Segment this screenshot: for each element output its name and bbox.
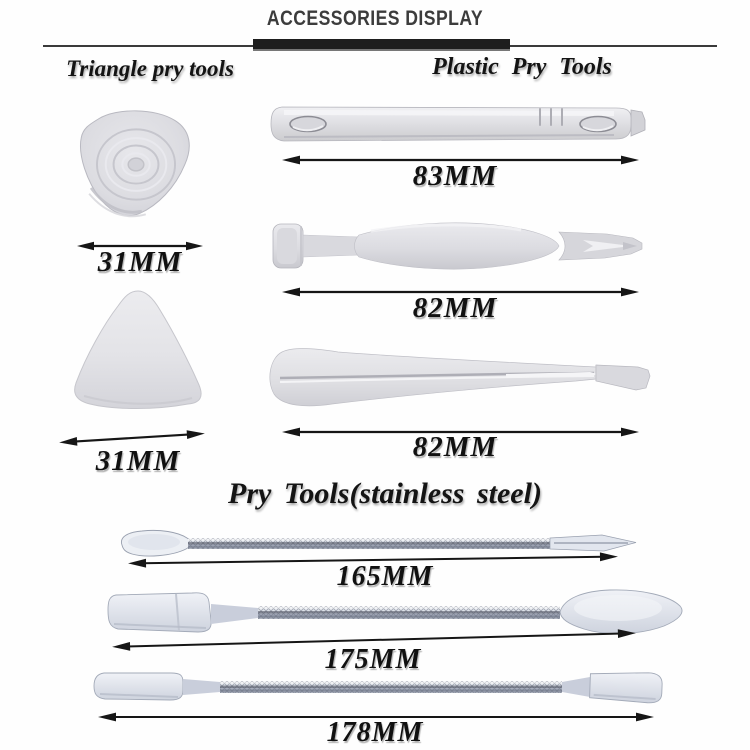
plastic-section-heading: Plastic Pry Tools [432,54,612,80]
plastic1-size-label: 83MM [412,160,498,192]
metal-spudger-double-paddle-icon [92,666,664,706]
triangle2-size-label: 31MM [95,445,181,477]
triangle1-size-label: 31MM [97,246,183,278]
ribbed-triangle-pick-icon [64,104,209,226]
flat-bar-pry-tool-icon [268,98,648,150]
triangle-section-heading: Triangle pry tools [66,56,234,81]
steel2-size-label: 175MM [324,644,422,675]
page-title: ACCESSORIES DISPLAY [266,7,484,30]
steel-section-heading: Pry Tools(stainless steel) [228,477,542,510]
flat-spudger-icon [266,346,652,412]
plastic3-size-label: 82MM [412,431,498,463]
plastic2-size-label: 82MM [412,292,498,324]
steel1-size-label: 165MM [336,561,434,592]
header-divider-bar [253,39,510,51]
round-handle-spudger-icon [271,217,647,275]
plain-triangle-pick-icon [60,286,214,420]
steel3-size-label: 178MM [326,717,424,748]
